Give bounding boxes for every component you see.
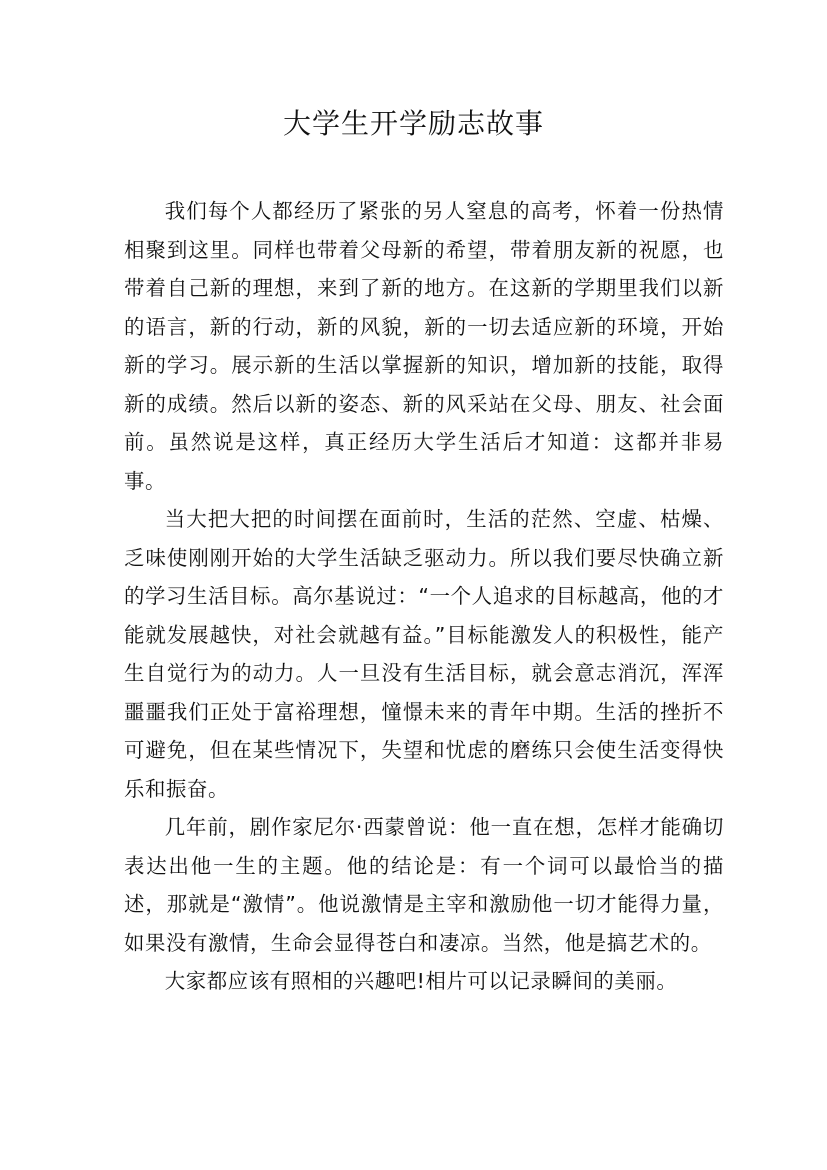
paragraph-4: 大家都应该有照相的兴趣吧!相片可以记录瞬间的美丽。: [164, 969, 678, 993]
paragraph-3: 几年前，剧作家尼尔·西蒙曾说：他一直在想，怎样才能确切表达出他一生的主题。他的结论是：有一个词可以最恰当的描述，那就是“激情”。他说激情是主宰和激励他一切才能得力量，如果没有激情，生命会显得苍白和凄凉。当然，他是搞艺术的。: [124, 815, 724, 955]
paragraph-2: 当大把大把的时间摆在面前时，生活的茫然、空虚、枯燥、乏味使刚刚开始的大学生活缺乏驱动力。所以我们要尽快确立新的学习生活目标。高尔基说过：“一个人追求的目标越高，他的才能就发展越快，对社会就越有益。”目标能激发人的积极性，能产生自觉行为的动力。人一旦没有生活目标，就会意志消沉，浑浑噩噩我们正处于富裕理想，憧憬未来的青年中期。生活的挫折不可避免，但在某些情况下，失望和忧虑的磨练只会使生活变得快乐和振奋。: [124, 507, 724, 801]
paragraph-1: 我们每个人都经历了紧张的另人窒息的高考，怀着一份热情相聚到这里。同样也带着父母新的希望，带着朋友新的祝愿，也带着自己新的理想，来到了新的地方。在这新的学期里我们以新的语言，新的行动，新的风貌，新的一切去适应新的环境，开始新的学习。展示新的生活以掌握新的知识，增加新的技能，取得新的成绩。然后以新的姿态、新的风采站在父母、朋友、社会面前。虽然说是这样，真正经历大学生活后才知道：这都并非易事。: [124, 199, 724, 493]
document-body: [124, 192, 724, 1001]
document-title: 大学生开学励志故事: [282, 107, 544, 140]
